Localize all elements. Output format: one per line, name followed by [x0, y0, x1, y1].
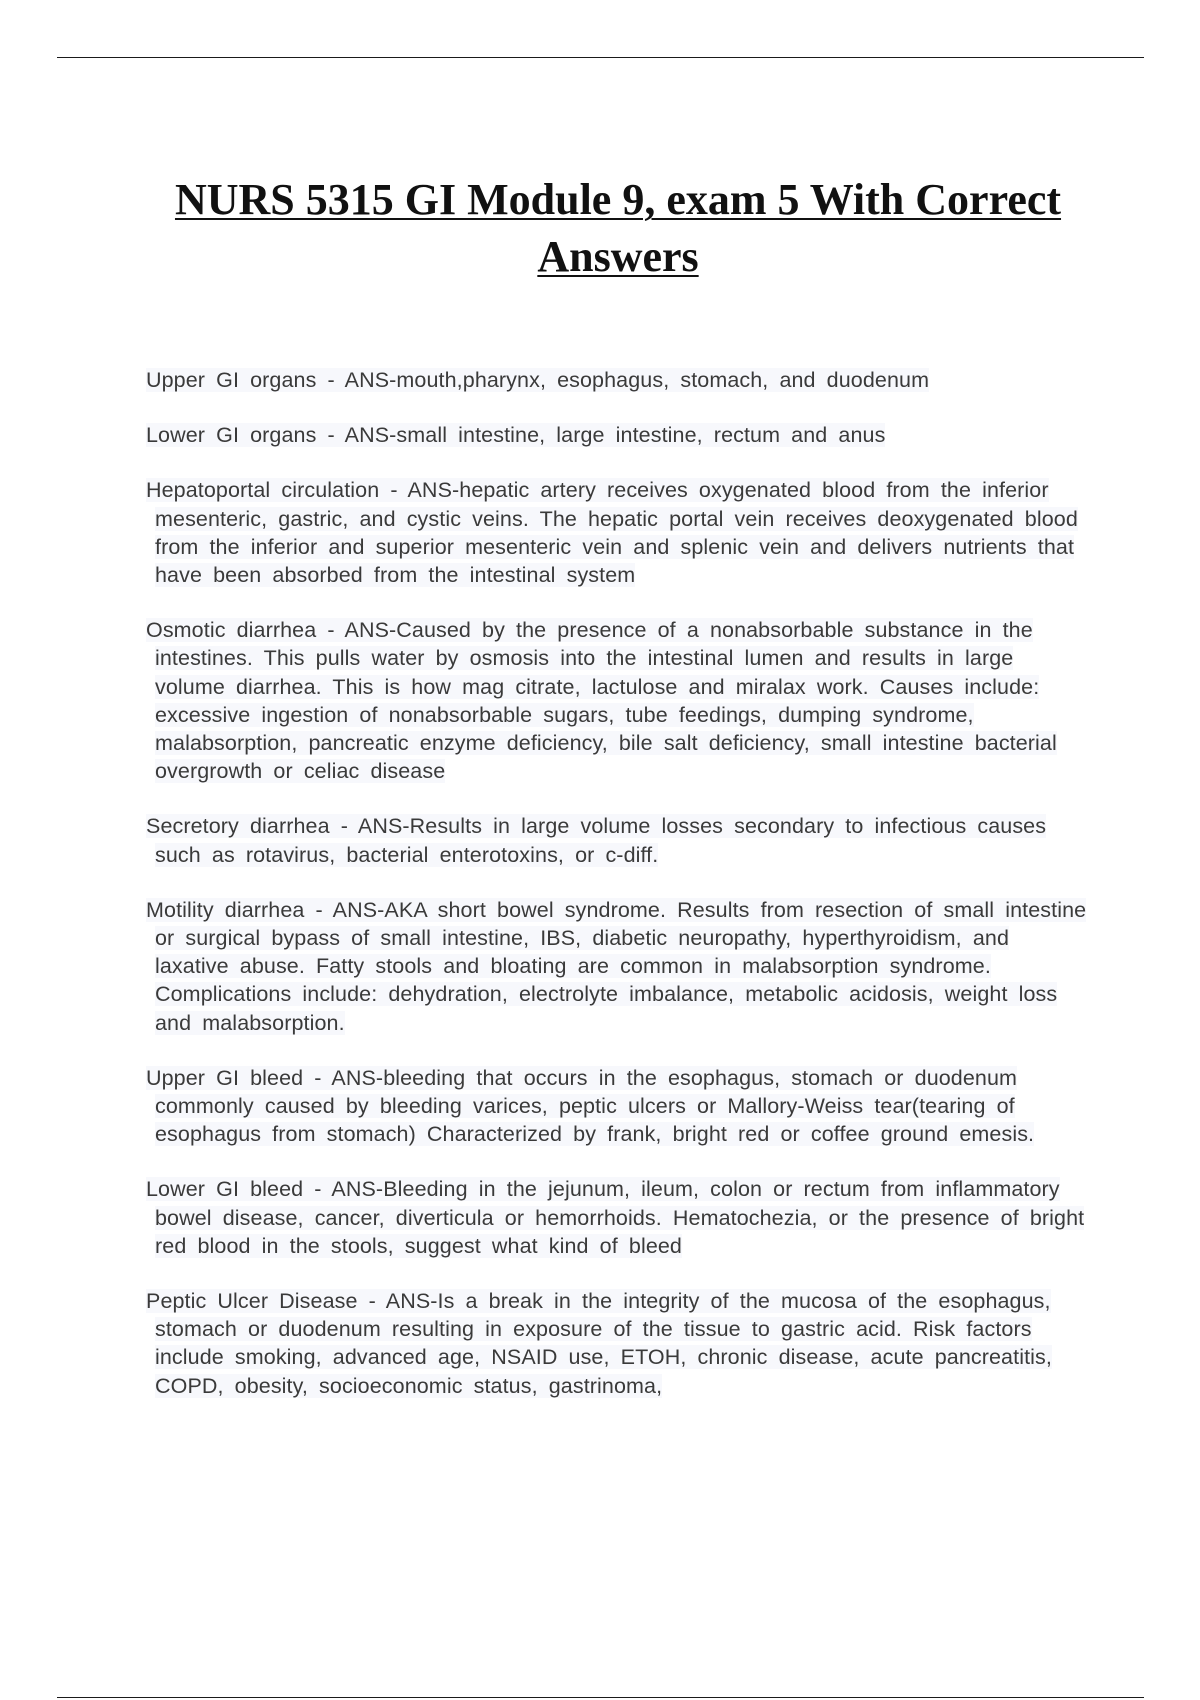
- qa-item-upper-gi-bleed: Upper GI bleed - ANS-bleeding that occurs in the esophagus, stomach or duodenum commonly caused by bleeding varices, peptic ulcers or Mallory-Weiss tear(tearing of esophagus from stomach) Characterized by frank, bright red or coffee ground emesis.: [146, 1064, 1092, 1149]
- qa-item-hepatoportal-circulation: Hepatoportal circulation - ANS-hepatic artery receives oxygenated blood from the inferior mesenteric, gastric, and cystic veins. The hepatic portal vein receives deoxygenated blood from the inferior and superior mesenteric vein and splenic vein and delivers nutrients that have been absorbed from the intestinal system: [146, 476, 1092, 589]
- qa-item-lower-gi-bleed: Lower GI bleed - ANS-Bleeding in the jejunum, ileum, colon or rectum from inflammatory bowel disease, cancer, diverticula or hemorrhoids. Hematochezia, or the presence of bright red blood in the stools, suggest what kind of bleed: [146, 1175, 1092, 1260]
- header-rule: [57, 57, 1144, 58]
- qa-item-secretory-diarrhea: Secretory diarrhea - ANS-Results in large volume losses secondary to infectious causes such as rotavirus, bacterial enterotoxins, or c-diff.: [146, 812, 1092, 868]
- footer-rule: [57, 1697, 1144, 1698]
- qa-item-upper-gi-organs: Upper GI organs - ANS-mouth,pharynx, esophagus, stomach, and duodenum: [146, 366, 1092, 394]
- qa-item-osmotic-diarrhea: Osmotic diarrhea - ANS-Caused by the presence of a nonabsorbable substance in the intestines. This pulls water by osmosis into the intestinal lumen and results in large volume diarrhea. This is how mag citrate, lactulose and miralax work. Causes include: excessive ingestion of nonabsorbable sugars, tube feedings, dumping syndrome, malabsorption, pancreatic enzyme deficiency, bile salt deficiency, small intestine bacterial overgrowth or celiac disease: [146, 616, 1092, 785]
- qa-list: [146, 366, 1092, 1427]
- document-title: NURS 5315 GI Module 9, exam 5 With Correct Answers: [174, 175, 1062, 282]
- qa-item-motility-diarrhea: Motility diarrhea - ANS-AKA short bowel syndrome. Results from resection of small intestine or surgical bypass of small intestine, IBS, diabetic neuropathy, hyperthyroidism, and laxative abuse. Fatty stools and bloating are common in malabsorption syndrome. Complications include: dehydration, electrolyte imbalance, metabolic acidosis, weight loss and malabsorption.: [146, 896, 1092, 1037]
- qa-item-peptic-ulcer-disease: Peptic Ulcer Disease - ANS-Is a break in the integrity of the mucosa of the esophagus, stomach or duodenum resulting in exposure of the tissue to gastric acid. Risk factors include smoking, advanced age, NSAID use, ETOH, chronic disease, acute pancreatitis, COPD, obesity, socioeconomic status, gastrinoma,: [146, 1287, 1092, 1400]
- qa-item-lower-gi-organs: Lower GI organs - ANS-small intestine, large intestine, rectum and anus: [146, 421, 1092, 449]
